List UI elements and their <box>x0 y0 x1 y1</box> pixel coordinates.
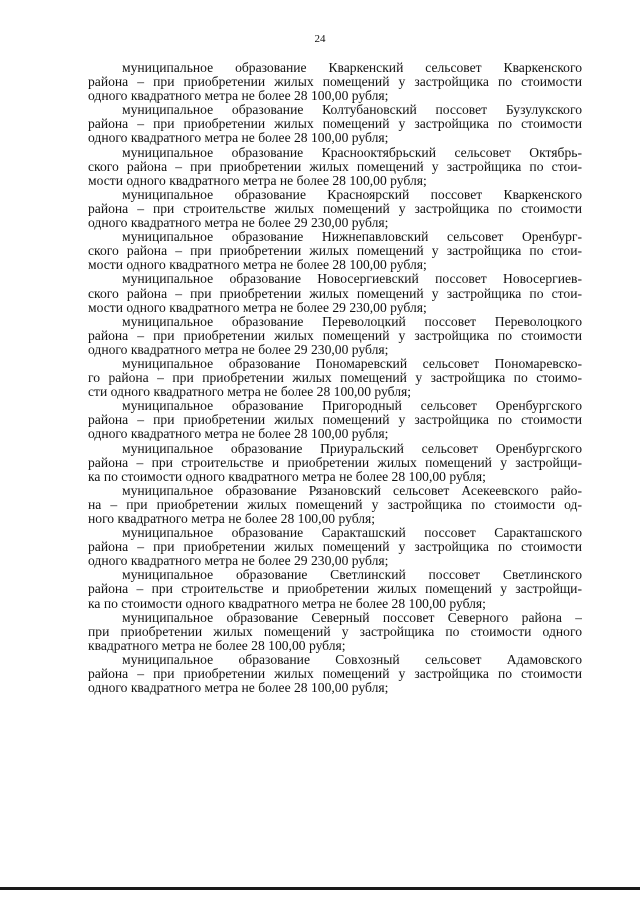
paragraph <box>88 568 582 610</box>
paragraph-line: мости одного квадратного метра не более 28 100,00 рубля; <box>88 258 427 273</box>
paragraph <box>88 230 582 272</box>
paragraph-line: ского района – при приобретении жилых помещений у застройщика по стои- <box>88 159 582 174</box>
paragraph-line: района – при приобретении жилых помещений у застройщика по стоимости <box>88 413 582 428</box>
paragraph-line: муниципальное образование Краснооктябрьский сельсовет Октябрь- <box>122 145 582 160</box>
paragraph <box>88 188 582 230</box>
paragraph-line: ка по стоимости одного квадратного метра не более 28 100,00 рубля; <box>88 596 486 611</box>
paragraph-line: одного квадратного метра не более 29 230,00 рубля; <box>88 554 389 569</box>
paragraph-line: района – при приобретении жилых помещений у застройщика по стоимости <box>88 667 582 682</box>
paragraph-line: района – при строительстве жилых помещений у застройщика по стоимости <box>88 201 582 216</box>
paragraph <box>88 611 582 653</box>
paragraph-line: района – при приобретении жилых помещений у застройщика по стоимости <box>88 75 582 90</box>
paragraph-line: одного квадратного метра не более 28 100,00 рубля; <box>88 427 389 442</box>
paragraph <box>88 103 582 145</box>
paragraph <box>88 442 582 484</box>
paragraph-line: одного квадратного метра не более 29 230,00 рубля; <box>88 342 389 357</box>
paragraph-line: муниципальное образование Колтубановский поссовет Бузулукского <box>122 103 582 118</box>
paragraph <box>88 484 582 526</box>
paragraph-line: муниципальное образование Светлинский поссовет Светлинского <box>122 568 582 583</box>
page-number: 24 <box>314 33 326 45</box>
paragraph <box>88 315 582 357</box>
paragraph-line: муниципальное образование Совхозный сельсовет Адамовского <box>122 652 582 667</box>
paragraph-line: квадратного метра не более 28 100,00 рубля; <box>88 638 346 653</box>
paragraph-line: одного квадратного метра не более 28 100,00 рубля; <box>88 89 389 104</box>
paragraph-line: ского района – при приобретении жилых помещений у застройщика по стои- <box>88 244 582 259</box>
paragraph-line: района – при строительстве и приобретении жилых помещений у застройщи- <box>88 455 582 470</box>
paragraph-line: района – при приобретении жилых помещений у застройщика по стоимости <box>88 117 582 132</box>
paragraph-line: муниципальное образование Переволоцкий поссовет Переволоцкого <box>122 314 582 329</box>
paragraph-line: муниципальное образование Новосергиевский поссовет Новосергиев- <box>122 272 582 287</box>
paragraph-line: муниципальное образование Северный поссовет Северного района – <box>122 610 582 625</box>
paragraph <box>88 653 582 695</box>
paragraph-line: мости одного квадратного метра не более 28 100,00 рубля; <box>88 173 427 188</box>
bottom-border-line <box>0 887 640 890</box>
paragraph-line: муниципальное образование Саракташский поссовет Саракташского <box>122 526 582 541</box>
paragraph-line: го района – при приобретении жилых помещений у застройщика по стоимо- <box>88 371 582 386</box>
paragraph-line: одного квадратного метра не более 28 100,00 рубля; <box>88 681 389 696</box>
paragraph-line: муниципальное образование Приуральский сельсовет Оренбургского <box>122 441 582 456</box>
paragraph-line: при приобретении жилых помещений у застройщика по стоимости одного <box>88 624 582 639</box>
paragraph-line: ного квадратного метра не более 28 100,00 рубля; <box>88 512 376 526</box>
paragraph <box>88 61 582 103</box>
paragraph <box>88 357 582 399</box>
paragraph-line: мости одного квадратного метра не более 29 230,00 рубля; <box>88 300 427 315</box>
document-body <box>88 61 582 695</box>
paragraph-line: района – при приобретении жилых помещений у застройщика по стоимости <box>88 328 582 343</box>
paragraph-line: ского района – при приобретении жилых помещений у застройщика по стои- <box>88 286 582 301</box>
paragraph-line: муниципальное образование Рязановский сельсовет Асекеевского райо- <box>122 483 582 498</box>
paragraph-line: на – при приобретении жилых помещений у застройщика по стоимости од- <box>88 497 582 512</box>
paragraph-line: одного квадратного метра не более 28 100,00 рубля; <box>88 131 389 146</box>
paragraph-line: муниципальное образование Пригородный сельсовет Оренбургского <box>122 399 582 414</box>
paragraph-line: муниципальное образование Кваркенский сельсовет Кваркенского <box>122 61 582 75</box>
paragraph-line: одного квадратного метра не более 29 230,00 рубля; <box>88 216 389 231</box>
paragraph <box>88 526 582 568</box>
paragraph <box>88 272 582 314</box>
paragraph-line: района – при приобретении жилых помещений у застройщика по стоимости <box>88 540 582 555</box>
paragraph-line: ка по стоимости одного квадратного метра не более 28 100,00 рубля; <box>88 469 486 484</box>
paragraph-line: муниципальное образование Нижнепавловский сельсовет Оренбург- <box>122 230 582 245</box>
paragraph-line: муниципальное образование Пономаревский сельсовет Пономаревско- <box>122 356 582 371</box>
paragraph-line: муниципальное образование Красноярский поссовет Кваркенского <box>122 187 582 202</box>
paragraph-line: района – при строительстве и приобретении жилых помещений у застройщи- <box>88 582 582 597</box>
paragraph <box>88 146 582 188</box>
paragraph <box>88 399 582 441</box>
paragraph-line: сти одного квадратного метра не более 28 100,00 рубля; <box>88 385 412 400</box>
